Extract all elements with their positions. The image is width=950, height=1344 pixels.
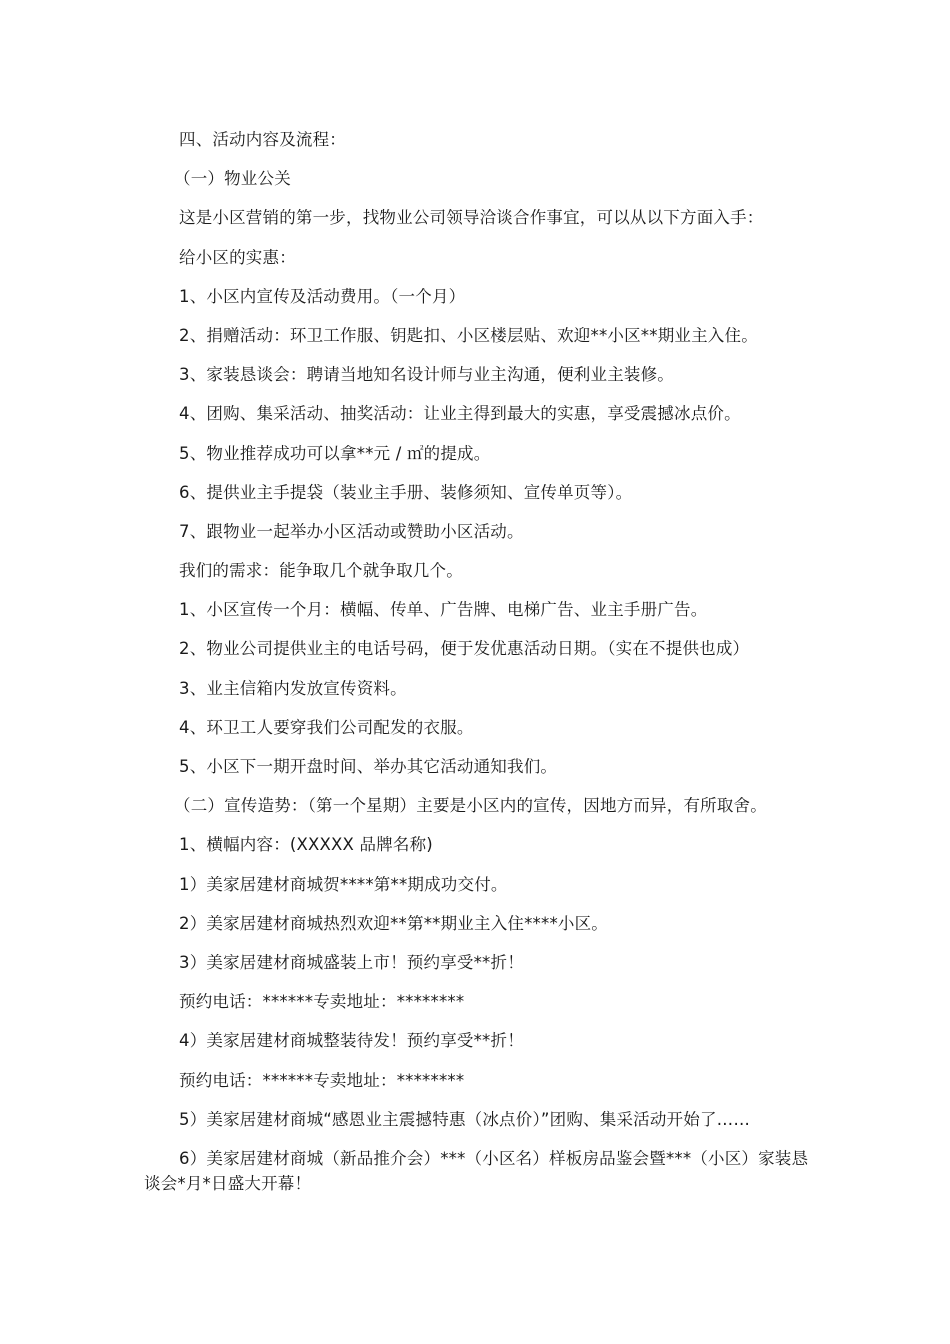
list-item: 4、环卫工人要穿我们公司配发的衣服。 — [179, 717, 474, 737]
document-body — [144, 120, 816, 1196]
list-item: 1、横幅内容：(XXXXX 品牌名称) — [179, 835, 433, 855]
list-item: 2、捐赠活动：环卫工作服、钥匙扣、小区楼层贴、欢迎**小区**期业主入住。 — [179, 325, 758, 345]
section-heading: 四、活动内容及流程： — [179, 130, 346, 149]
list-item: 4、团购、集采活动、抽奖活动：让业主得到最大的实惠，享受震撼冰点价。 — [179, 404, 741, 424]
list-item: 3、业主信箱内发放宣传资料。 — [179, 678, 407, 698]
paragraph-line: 这是小区营销的第一步，找物业公司领导洽谈合作事宜，可以从以下方面入手： — [179, 208, 764, 228]
paragraph-line: 给小区的实惠： — [179, 247, 296, 267]
list-item: 3）美家居建材商城盛装上市！预约享受**折！ — [179, 952, 524, 972]
subsection-heading: （一）物业公关 — [174, 169, 291, 189]
list-item: 1）美家居建材商城贺****第**期成功交付。 — [179, 874, 508, 894]
list-item: 6、提供业主手提袋（装业主手册、装修须知、宣传单页等）。 — [179, 482, 633, 502]
list-item: 2）美家居建材商城热烈欢迎**第**期业主入住****小区。 — [179, 913, 608, 933]
list-item: 5、小区下一期开盘时间、举办其它活动通知我们。 — [179, 757, 558, 776]
list-item: 2、物业公司提供业主的电话号码，便于发优惠活动日期。（实在不提供也成） — [179, 639, 750, 659]
list-item: 3、家装恳谈会：聘请当地知名设计师与业主沟通，便利业主装修。 — [179, 365, 674, 385]
list-item: 4）美家居建材商城整装待发！预约享受**折！ — [179, 1031, 524, 1051]
paragraph-line: 我们的需求：能争取几个就争取几个。 — [179, 561, 463, 581]
list-item: 5）美家居建材商城“感恩业主震撼特惠（冰点价）”团购、集采活动开始了…… — [179, 1109, 751, 1129]
paragraph-line: 预约电话：******专卖地址：******** — [179, 1070, 465, 1090]
list-item: 1、小区宣传一个月：横幅、传单、广告牌、电梯广告、业主手册广告。 — [179, 600, 708, 620]
subsection-heading: （二）宣传造势：（第一个星期）主要是小区内的宣传，因地方而异，有所取舍。 — [174, 796, 767, 816]
paragraph-line: 预约电话：******专卖地址：******** — [179, 992, 465, 1012]
list-item: 5、物业推荐成功可以拿**元 / ㎡的提成。 — [179, 443, 491, 463]
final-paragraph: 6）美家居建材商城（新品推介会）***（小区名）样板房品鉴会暨***（小区）家装恳谈会*月*日盛大开幕！ — [144, 1148, 809, 1193]
list-item: 7、跟物业一起举办小区活动或赞助小区活动。 — [179, 521, 524, 541]
list-item: 1、小区内宣传及活动费用。（一个月） — [179, 286, 466, 306]
